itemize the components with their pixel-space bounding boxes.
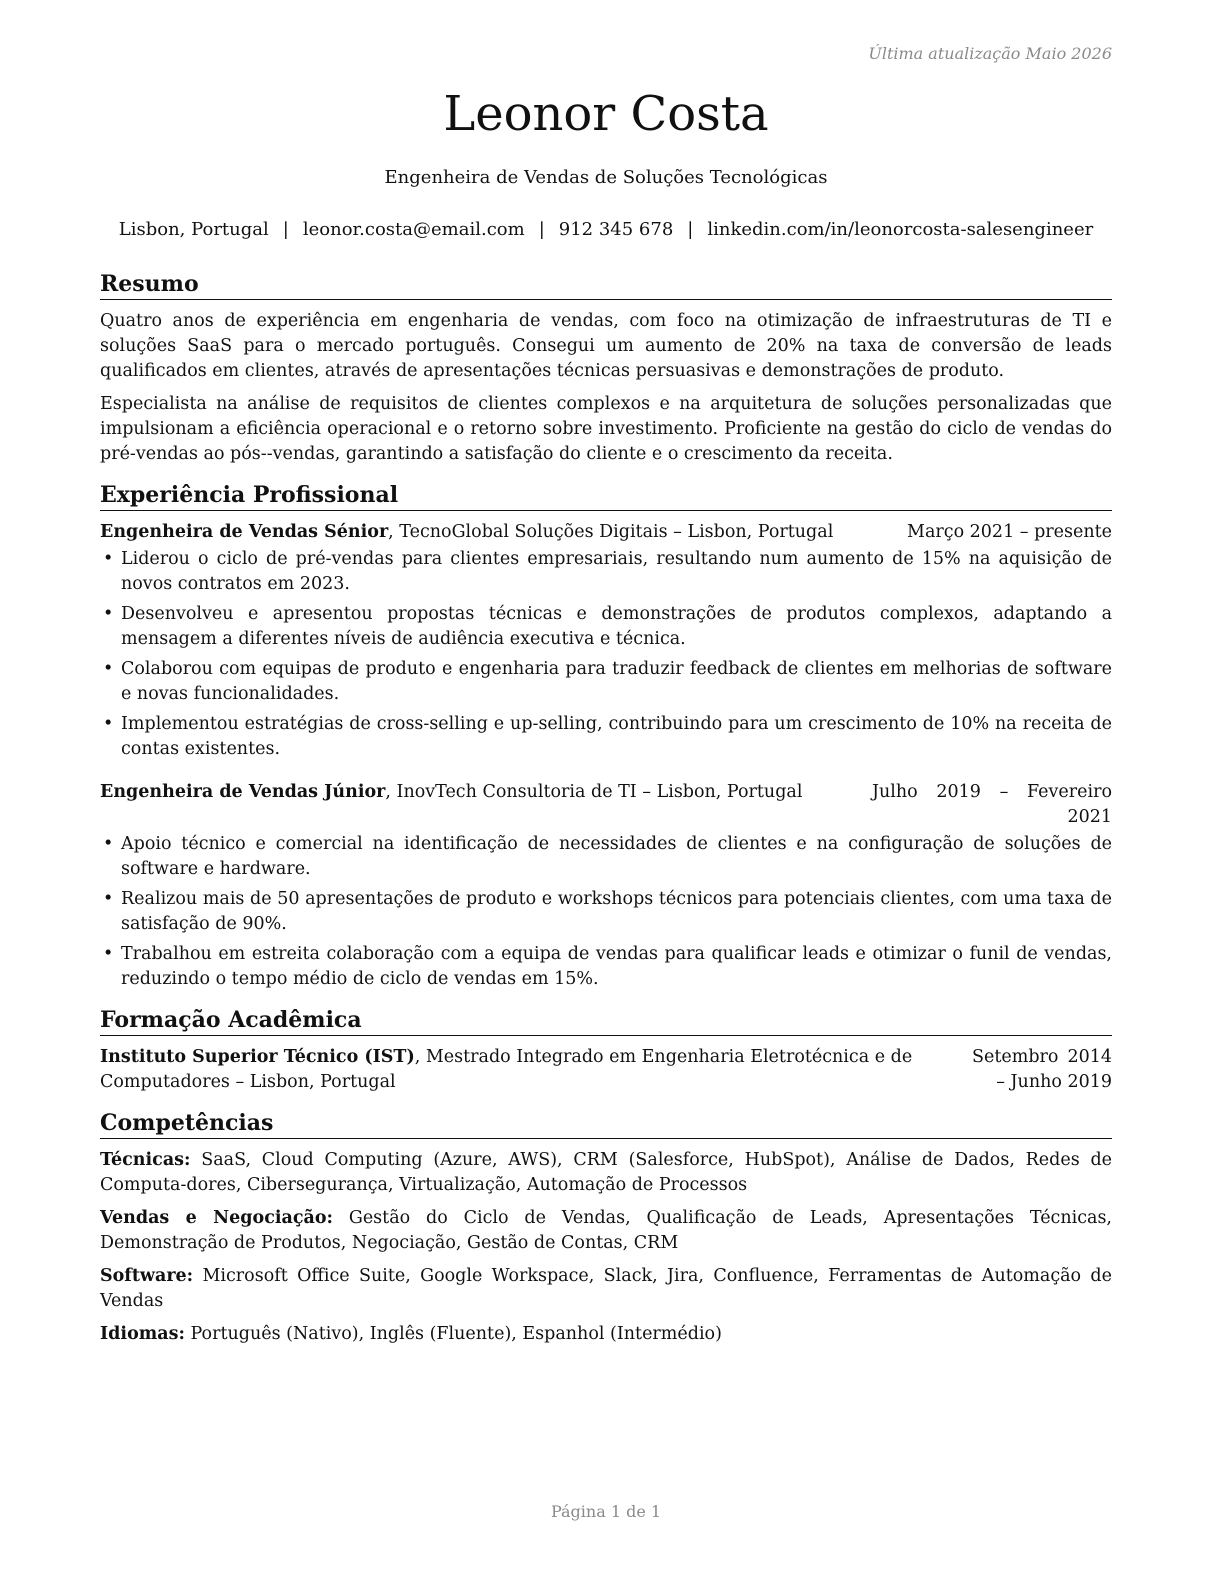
skill-row	[100, 1264, 1112, 1314]
skill-row	[100, 1322, 1112, 1347]
skill-label: Vendas e Negociação:	[100, 1208, 333, 1228]
experience-section	[100, 481, 1112, 992]
candidate-title: Engenheira de Vendas de Soluções Tecnológicas	[384, 167, 828, 188]
education-institution: Instituto Superior Técnico (IST)	[100, 1047, 415, 1067]
contact-linkedin[interactable]: linkedin.com/in/leonorcosta-salesengineer	[707, 219, 1094, 240]
job-bullet: • Apoio técnico e comercial na identificação de necessidades de clientes e na configuração de soluções de software e hardware.	[100, 832, 1112, 882]
contact-location: Lisbon, Portugal	[118, 219, 269, 240]
job-bullet: • Realizou mais de 50 apresentações de produto e workshops técnicos para potenciais clientes, com uma taxa de satisfação de 90%.	[100, 887, 1112, 937]
skill-label: Software:	[100, 1266, 194, 1286]
job-entry	[100, 780, 1112, 992]
resume-content	[100, 270, 1112, 1361]
candidate-name: Leonor Costa	[443, 86, 769, 142]
contact-phone[interactable]: 912 345 678	[558, 219, 674, 240]
job-header	[100, 520, 1112, 545]
page-number: Página 1 de 1	[550, 1502, 662, 1521]
job-company: , TecnoGlobal Soluções Digitais – Lisbon, Portugal	[388, 522, 834, 542]
job-role: Engenheira de Vendas Sénior	[100, 522, 389, 542]
education-details	[100, 1045, 970, 1095]
job-dates: Março 2021 – presente	[907, 522, 1112, 542]
job-bullet: • Colaborou com equipas de produto e engenharia para traduzir feedback de clientes em melhorias de software e novas funcionalidades.	[100, 657, 1112, 707]
job-bullet: • Trabalhou em estreita colaboração com a equipa de vendas para qualificar leads e otimizar o funil de vendas, reduzindo o tempo médio de ciclo de vendas em 15%.	[100, 942, 1112, 992]
section-heading: Competências	[100, 1109, 1112, 1139]
job-company: , InovTech Consultoria de TI – Lisbon, Portugal	[385, 782, 803, 802]
skills-section	[100, 1109, 1112, 1347]
skill-label: Idiomas:	[100, 1324, 185, 1344]
job-title-line	[100, 520, 833, 545]
education-dates: Setembro 2014 – Junho 2019	[972, 1047, 1112, 1092]
education-degree: , Mestrado Integrado em Engenharia Eletrotécnica e de Computadores – Lisbon, Portugal	[100, 1047, 913, 1092]
section-heading: Resumo	[100, 270, 1112, 300]
skill-label: Técnicas:	[100, 1150, 191, 1170]
skill-value: Português (Nativo), Inglês (Fluente), Espanhol (Intermédio)	[184, 1324, 722, 1344]
job-header	[100, 780, 1112, 830]
job-bullets	[100, 547, 1112, 762]
skill-value: SaaS, Cloud Computing (Azure, AWS), CRM (Salesforce, HubSpot), Análise de Dados, Redes de Computa-dores, Cibersegurança, Virtualização, Automação de Processos	[100, 1150, 1112, 1195]
summary-paragraph: Quatro anos de experiência em engenharia de vendas, com foco na otimização de infraestruturas de TI e soluções SaaS para o mercado português. Consegui um aumento de 20% na taxa de conversão de leads qualificados em clientes, através de apresentações técnicas persuasivas e demonstrações de produto.	[100, 311, 1112, 381]
education-section	[100, 1006, 1112, 1095]
skill-row	[100, 1148, 1112, 1198]
job-bullet: • Implementou estratégias de cross-selling e up-selling, contribuindo para um crescimento de 10% na receita de contas existentes.	[100, 712, 1112, 762]
section-heading: Formação Acadêmica	[100, 1006, 1112, 1036]
section-heading: Experiência Profissional	[100, 481, 1112, 511]
job-role: Engenheira de Vendas Júnior	[100, 782, 386, 802]
contact-separator: |	[282, 219, 289, 240]
job-bullet: • Desenvolveu e apresentou propostas técnicas e demonstrações de produtos complexos, adaptando a mensagem a diferentes níveis de audiência executiva e técnica.	[100, 602, 1112, 652]
contact-separator: |	[538, 219, 545, 240]
resume-page	[100, 0, 1112, 1584]
job-bullet: • Liderou o ciclo de pré-vendas para clientes empresariais, resultando num aumento de 15% na aquisição de novos contratos em 2023.	[100, 547, 1112, 597]
education-entry	[100, 1045, 1112, 1095]
skill-value: Microsoft Office Suite, Google Workspace, Slack, Jira, Confluence, Ferramentas de Automação de Vendas	[100, 1266, 1112, 1311]
skill-row	[100, 1206, 1112, 1256]
skill-value: Gestão do Ciclo de Vendas, Qualificação de Leads, Apresentações Técnicas, Demonstração de Produtos, Negociação, Gestão de Contas, CRM	[100, 1208, 1112, 1253]
job-bullets	[100, 832, 1112, 992]
contact-email[interactable]: leonor.costa@email.com	[302, 219, 525, 240]
contact-separator: |	[687, 219, 694, 240]
job-entry	[100, 520, 1112, 762]
job-dates: Julho 2019 – Fevereiro 2021	[872, 782, 1112, 827]
summary-paragraph: Especialista na análise de requisitos de clientes complexos e na arquitetura de soluções personalizadas que impulsionam a eficiência operacional e o retorno sobre investimento. Proficiente na gestão do ciclo de vendas do pré-vendas ao pós--vendas, garantindo a satisfação do cliente e o crescimento da receita.	[100, 394, 1112, 464]
summary-section	[100, 270, 1112, 467]
contact-line	[100, 219, 1112, 240]
job-title-line	[100, 780, 802, 805]
last-updated: Última atualização Maio 2026	[868, 44, 1112, 63]
